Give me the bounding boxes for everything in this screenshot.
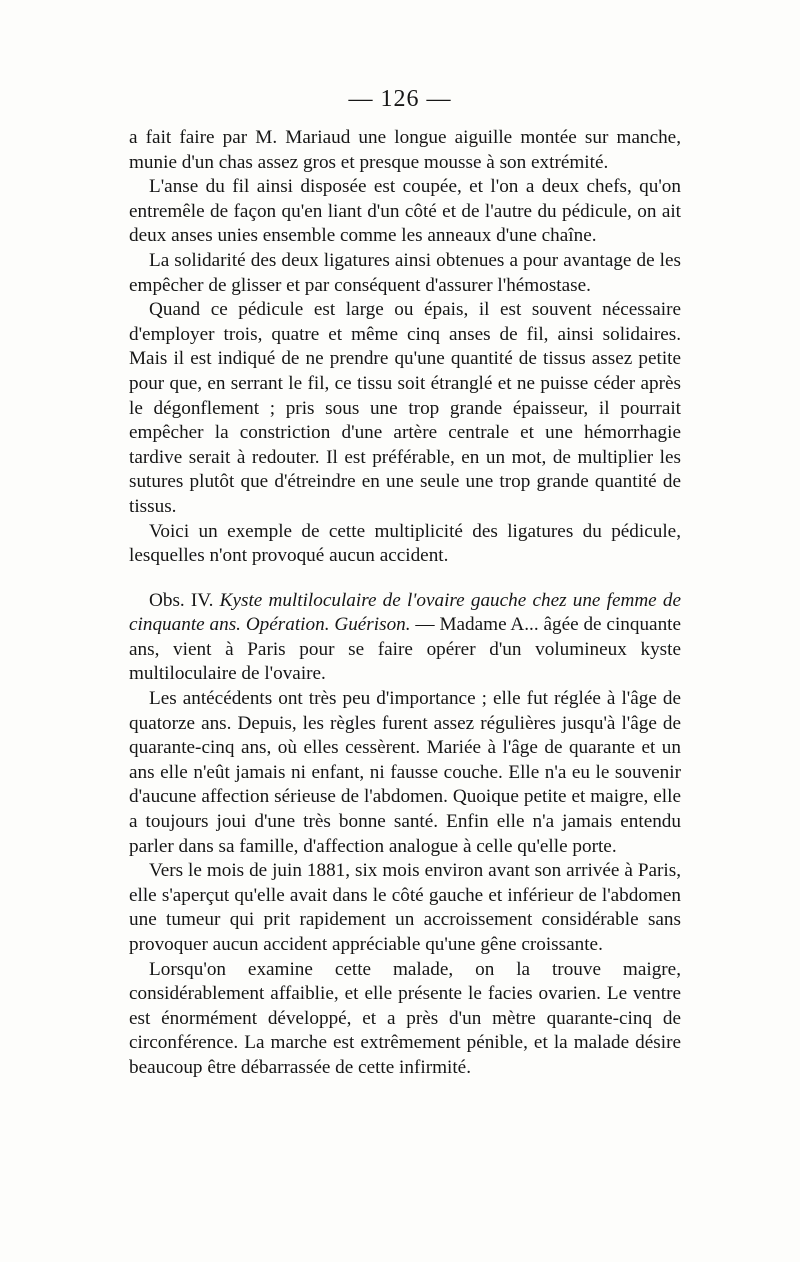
paragraph: Les antécédents ont très peu d'importance ; elle fut réglée à l'âge de quatorze ans. Depuis, les règles furent assez régulières jusqu'à l'âge de quarante-cinq ans, où elles cessèrent. Mariée à l'âge de quarante et un ans elle n'eût jamais ni enfant, ni fausse couche. Elle n'a eu le souvenir d'aucune affection sérieuse de l'abdomen. Quoique petite et maigre, elle a toujours joui d'une très bonne santé. Enfin elle n'a jamais entendu parler dans sa famille, d'affection analogue à celle qu'elle porte.	[129, 688, 681, 857]
observation-label: Obs. IV.	[149, 589, 214, 611]
observation-title: Kyste multiloculaire de l'ovaire gauche chez une femme de cinquante ans. Opération. Guérison.	[129, 589, 681, 636]
paragraph: Vers le mois de juin 1881, six mois environ avant son arrivée à Paris, elle s'aperçut qu'elle avait dans le côté gauche et inférieur de l'abdomen une tumeur qui prit rapidement un accroissement considérable sans provoquer aucun accident appréciable qu'une gêne croissante.	[129, 860, 681, 955]
observation-body: — Madame A... âgée de cinquante ans, vient à Paris pour se faire opérer d'un volumineux kyste multiloculaire de l'ovaire.	[129, 614, 682, 685]
paragraph: Lorsqu'on examine cette malade, on la trouve maigre, considérablement affaiblie, et elle présente le facies ovarien. Le ventre est énormément développé, et a près d'un mètre quarante-cinq de circonférence. La marche est extrêmement pénible, et la malade désire beaucoup être débarrassée de cette infirmité.	[129, 958, 681, 1078]
paragraph-continuation: a fait faire par M. Mariaud une longue aiguille montée sur manche, munie d'un chas assez gros et presque mousse à son extrémité.	[129, 127, 681, 173]
paragraph: Quand ce pédicule est large ou épais, il est souvent nécessaire d'employer trois, quatre et même cinq anses de fil, ainsi solidaires. Mais il est indiqué de ne prendre qu'une quantité de tissus assez petite pour que, en serrant le fil, ce tissu soit étranglé et ne puisse céder après le dégonflement ; pris sous une trop grande épaisseur, il pourrait empêcher la constriction d'une artère centrale et une hémorrhagie tardive serait à redouter. Il est préférable, en un mot, de multiplier les sutures plutôt que d'étreindre en une seule une trop grande quantité de tissus.	[129, 299, 681, 517]
page-number: — 126 —	[348, 86, 452, 112]
paragraph: Voici un exemple de cette multiplicité des ligatures du pédicule, lesquelles n'ont provoqué aucun accident.	[129, 520, 681, 567]
observation-heading	[129, 589, 681, 687]
body-text	[129, 126, 681, 1081]
paragraph: La solidarité des deux ligatures ainsi obtenues a pour avantage de les empêcher de glisser et par conséquent d'assurer l'hémostase.	[129, 249, 681, 296]
paragraph: L'anse du fil ainsi disposée est coupée, et l'on a deux chefs, qu'on entremêle de façon qu'en liant d'un côté et de l'autre du pédicule, on ait deux anses unies ensemble comme les anneaux d'une chaîne.	[129, 176, 681, 247]
